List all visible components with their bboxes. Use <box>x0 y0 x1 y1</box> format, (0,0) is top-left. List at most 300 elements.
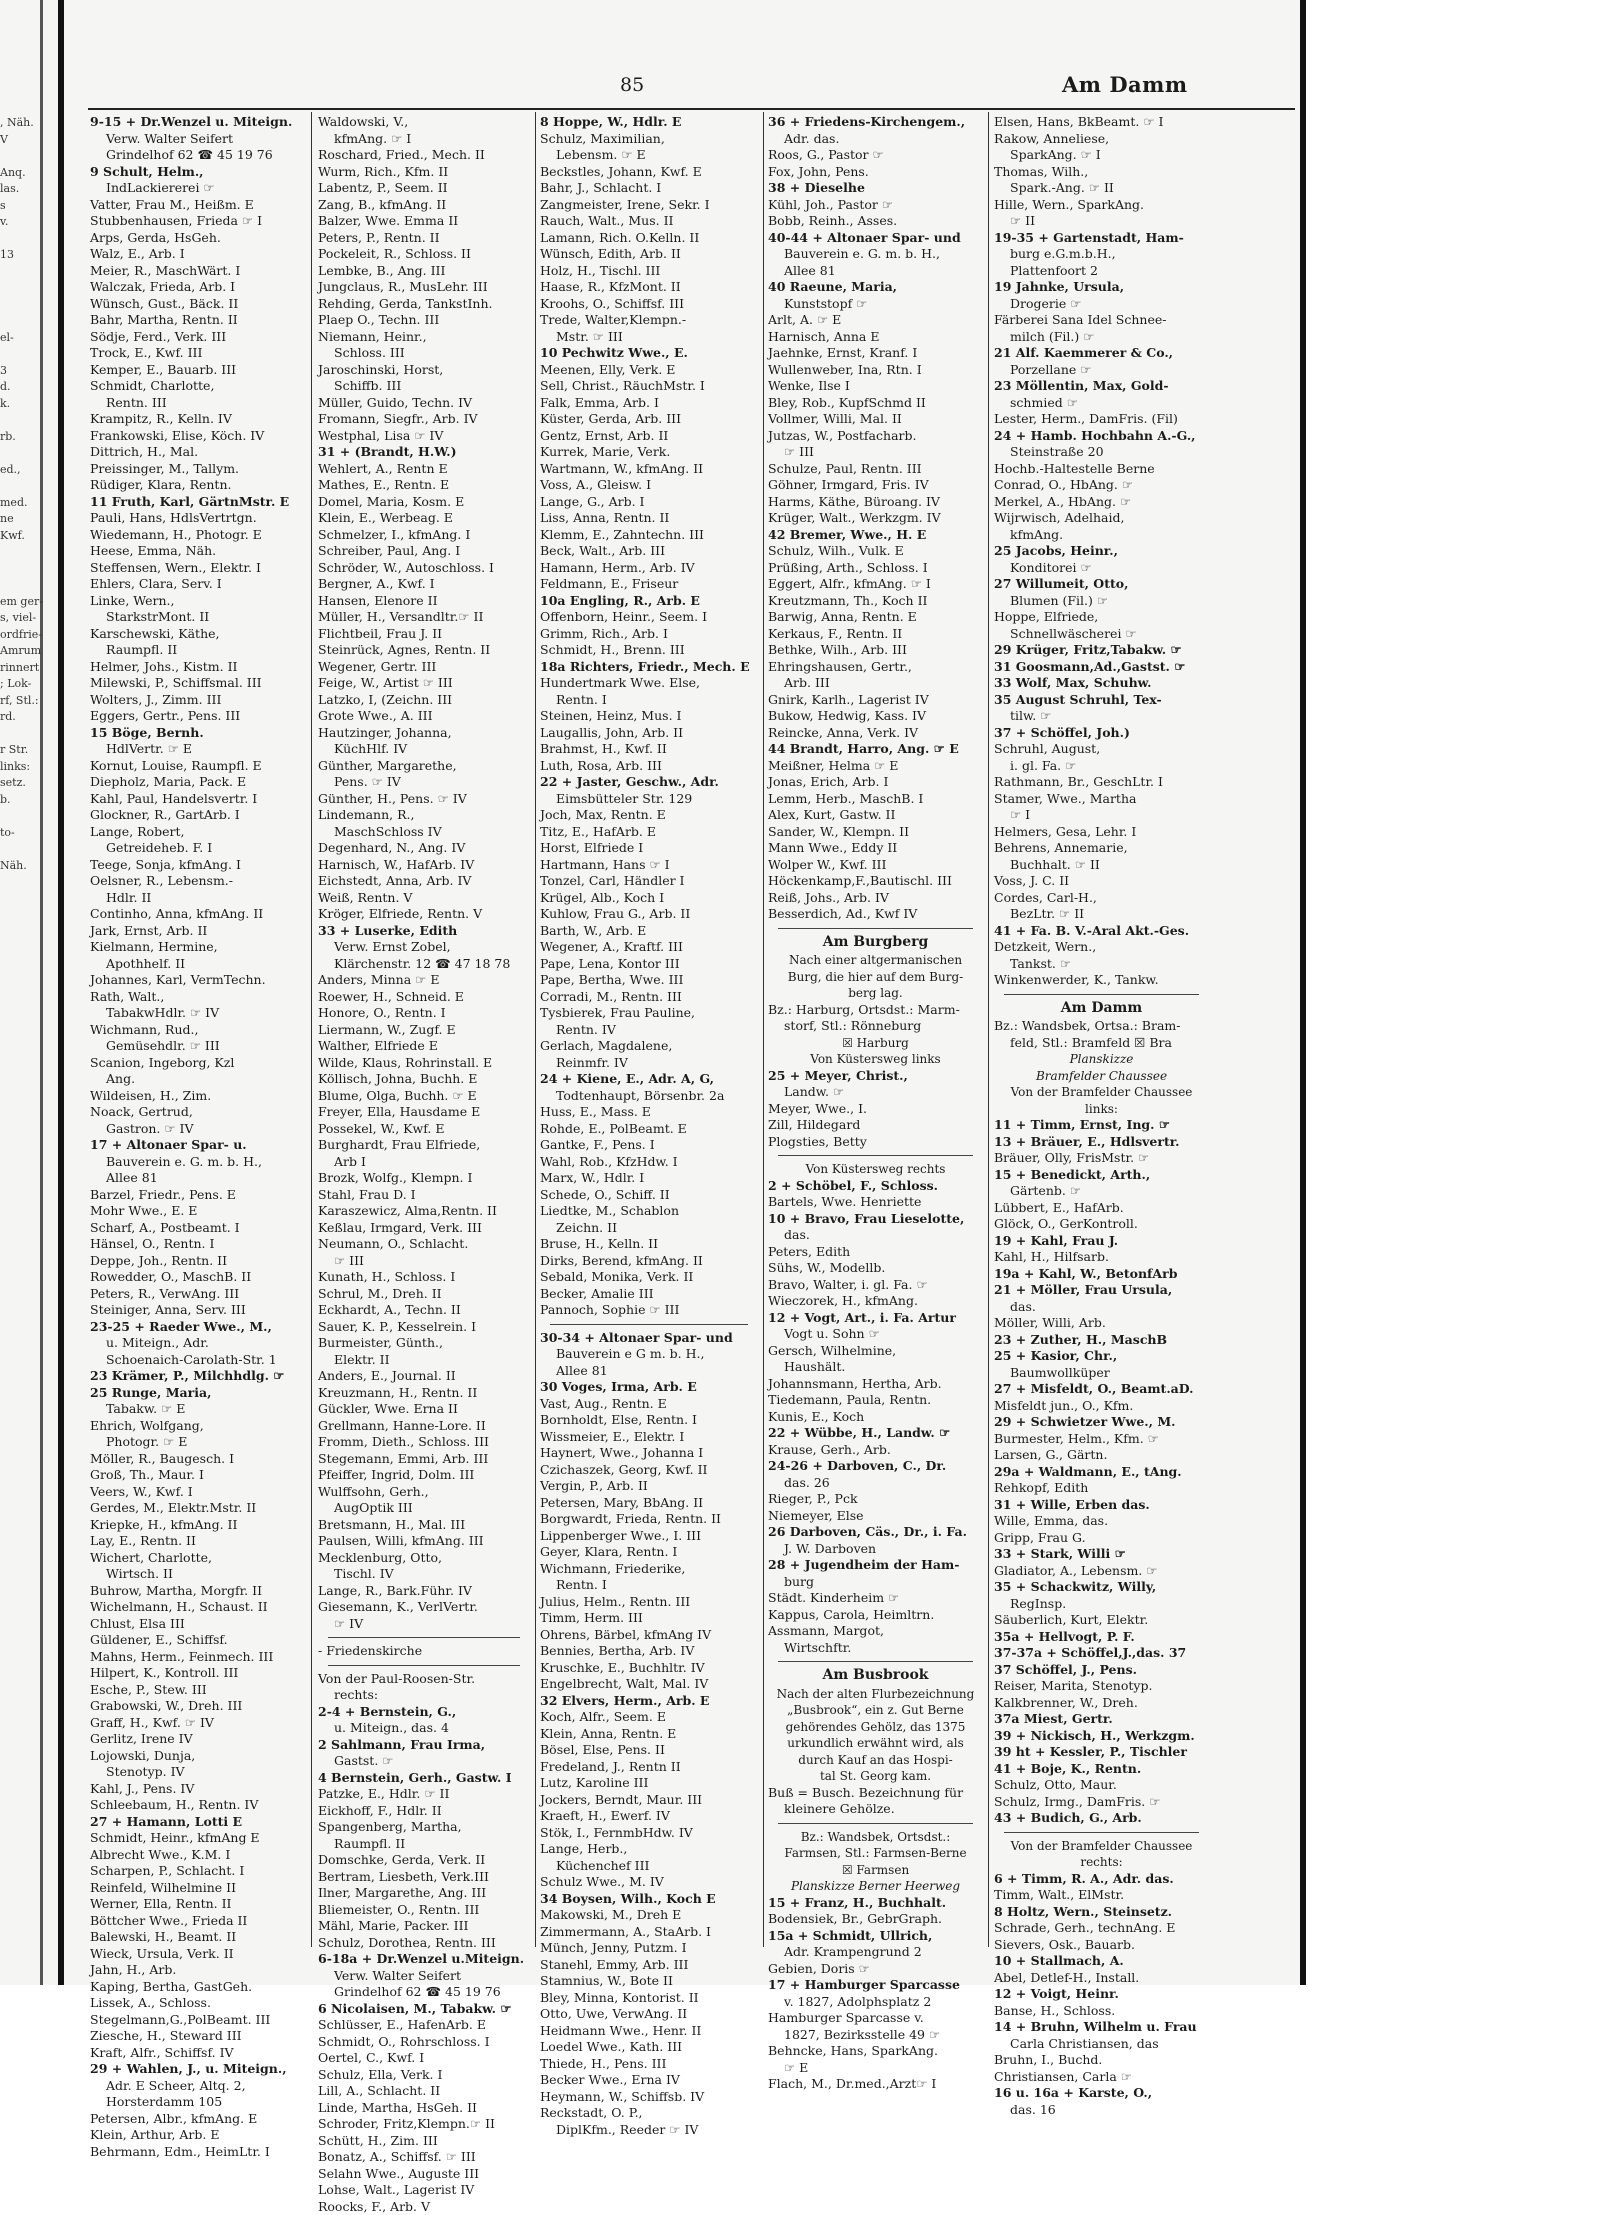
directory-entry: Kielmann, Hermine, <box>90 939 305 956</box>
directory-entry: Schulz Wwe., M. IV <box>540 1874 758 1891</box>
directory-entry: Meenen, Elly, Verk. E <box>540 362 758 379</box>
directory-entry: Hille, Wern., SparkAng. <box>994 197 1209 214</box>
directory-entry: 27 + Hamann, Lotti E <box>90 1814 305 1831</box>
prev-page-fragment: V <box>0 132 56 149</box>
directory-entry: Günther, Margarethe, <box>318 758 530 775</box>
directory-entry: Arb I <box>318 1154 530 1171</box>
directory-entry: Hoppe, Elfriede, <box>994 609 1209 626</box>
directory-entry: ☞ E <box>768 2060 983 2077</box>
directory-entry: Zang, B., kfmAng. II <box>318 197 530 214</box>
directory-entry: Grellmann, Hanne-Lore. II <box>318 1418 530 1435</box>
directory-entry: 33 Wolf, Max, Schuhw. <box>994 675 1209 692</box>
directory-entry: 25 Runge, Maria, <box>90 1385 305 1402</box>
directory-entry: Liedtke, M., Schablon <box>540 1203 758 1220</box>
directory-entry: Bartels, Wwe. Henriette <box>768 1194 983 1211</box>
directory-entry: Karaszewicz, Alma,Rentn. II <box>318 1203 530 1220</box>
directory-entry: Heymann, W., Schiffsb. IV <box>540 2089 758 2106</box>
directory-entry: Arps, Gerda, HsGeh. <box>90 230 305 247</box>
directory-entry: Hansen, Elenore II <box>318 593 530 610</box>
directory-entry: Timm, Herm. III <box>540 1610 758 1627</box>
directory-entry: Kunststopf ☞ <box>768 296 983 313</box>
directory-entry: Gemüsehdlr. ☞ III <box>90 1038 305 1055</box>
directory-entry: Loedel Wwe., Kath. III <box>540 2039 758 2056</box>
directory-entry: Merkel, A., HbAng. ☞ <box>994 494 1209 511</box>
prev-page-fragment: ne <box>0 511 56 528</box>
directory-entry: Güldener, E., Schiffsf. <box>90 1632 305 1649</box>
directory-entry: Münch, Jenny, Putzm. I <box>540 1940 758 1957</box>
directory-entry: Arb. III <box>768 675 983 692</box>
directory-entry: Müller, Guido, Techn. IV <box>318 395 530 412</box>
directory-entry: Otto, Uwe, VerwAng. II <box>540 2006 758 2023</box>
street-note: rechts: <box>994 1854 1209 1871</box>
directory-entry: Oelsner, R., Lebensm.- <box>90 873 305 890</box>
directory-entry: Schulz, Irmg., DamFris. ☞ <box>994 1794 1209 1811</box>
directory-entry: Adr. E Scheer, Altq. 2, <box>90 2078 305 2095</box>
directory-entry: Selahn Wwe., Auguste III <box>318 2166 530 2183</box>
directory-entry: Möller, Willi, Arb. <box>994 1315 1209 1332</box>
directory-entry: 8 Hoppe, W., Hdlr. E <box>540 114 758 131</box>
page-header: Am Damm <box>1062 72 1188 97</box>
directory-entry: 1827, Bezirksstelle 49 ☞ <box>768 2027 983 2044</box>
directory-entry: Sühs, W., Modellb. <box>768 1260 983 1277</box>
directory-entry: Mahns, Herm., Feinmech. III <box>90 1649 305 1666</box>
prev-page-fragment <box>0 297 56 314</box>
directory-entry: Verw. Walter Seifert <box>90 131 305 148</box>
directory-entry: Bethke, Wilh., Arb. III <box>768 642 983 659</box>
directory-entry: v. 1827, Adolphsplatz 2 <box>768 1994 983 2011</box>
directory-entry: Schulze, Paul, Rentn. III <box>768 461 983 478</box>
directory-entry: 37a Miest, Gertr. <box>994 1711 1209 1728</box>
directory-entry: Freyer, Ella, Hausdame E <box>318 1104 530 1121</box>
directory-entry: Horst, Elfriede I <box>540 840 758 857</box>
directory-entry: Schulz, Maximilian, <box>540 131 758 148</box>
prev-page-fragment: rb. <box>0 429 56 446</box>
directory-entry: Wildeisen, H., Zim. <box>90 1088 305 1105</box>
directory-entry: Veers, W., Kwf. I <box>90 1484 305 1501</box>
column-4 <box>768 114 983 2093</box>
column-1 <box>90 114 305 2160</box>
directory-entry: Gantke, F., Pens. I <box>540 1137 758 1154</box>
directory-entry: Bley, Rob., KupfSchmd II <box>768 395 983 412</box>
directory-entry: 29 + Schwietzer Wwe., M. <box>994 1414 1209 1431</box>
column-2 <box>318 114 530 2215</box>
directory-entry: Lebensm. ☞ E <box>540 147 758 164</box>
directory-entry: Hundertmark Wwe. Else, <box>540 675 758 692</box>
directory-entry: Schrade, Gerh., technAng. E <box>994 1920 1209 1937</box>
directory-entry: Rath, Walt., <box>90 989 305 1006</box>
prev-page-fragment: k. <box>0 396 56 413</box>
directory-entry: Possekel, W., Kwf. E <box>318 1121 530 1138</box>
directory-entry: Wieck, Ursula, Verk. II <box>90 1946 305 1963</box>
directory-entry: Steiniger, Anna, Serv. III <box>90 1302 305 1319</box>
directory-entry: Lill, A., Schlacht. II <box>318 2083 530 2100</box>
directory-entry: Thiede, H., Pens. III <box>540 2056 758 2073</box>
directory-entry: 21 + Möller, Frau Ursula, <box>994 1282 1209 1299</box>
directory-entry: Plogsties, Betty <box>768 1134 983 1151</box>
directory-entry: Schulz, Ella, Verk. I <box>318 2067 530 2084</box>
directory-entry: Reinmfr. IV <box>540 1055 758 1072</box>
directory-entry: 11 Fruth, Karl, GärtnMstr. E <box>90 494 305 511</box>
directory-entry: Jaehnke, Ernst, Kranf. I <box>768 345 983 362</box>
directory-entry: Stenotyp. IV <box>90 1764 305 1781</box>
prev-page-fragment: 3 <box>0 363 56 380</box>
prev-page-fragment: Amrum <box>0 643 56 660</box>
directory-entry: 9 Schult, Helm., <box>90 164 305 181</box>
directory-entry: Petersen, Mary, BbAng. II <box>540 1495 758 1512</box>
directory-entry: Voss, A., Gleisw. I <box>540 477 758 494</box>
directory-entry: Pockeleit, R., Schloss. II <box>318 246 530 263</box>
directory-entry: das. <box>768 1227 983 1244</box>
prev-page-fragment: rd. <box>0 709 56 726</box>
directory-entry: Conrad, O., HbAng. ☞ <box>994 477 1209 494</box>
directory-entry: Gastst. ☞ <box>318 1753 530 1770</box>
directory-entry: Klemm, E., Zahntechn. III <box>540 527 758 544</box>
directory-entry: 39 ht + Kessler, P., Tischler <box>994 1744 1209 1761</box>
directory-entry: 23 Krämer, P., Milchhdlg. ☞ <box>90 1368 305 1385</box>
directory-entry: Feige, W., Artist ☞ III <box>318 675 530 692</box>
directory-entry: Kurrek, Marie, Verk. <box>540 444 758 461</box>
directory-entry: Gebien, Doris ☞ <box>768 1961 983 1978</box>
directory-entry: 29a + Waldmann, E., tAng. <box>994 1464 1209 1481</box>
directory-entry: ☞ III <box>768 444 983 461</box>
directory-entry: Borgwardt, Frieda, Rentn. II <box>540 1511 758 1528</box>
directory-entry: 41 + Fa. B. V.-Aral Akt.-Ges. <box>994 923 1209 940</box>
directory-entry: milch (Fil.) ☞ <box>994 329 1209 346</box>
directory-entry: Rieger, P., Pck <box>768 1491 983 1508</box>
directory-entry: 15 + Benedickt, Arth., <box>994 1167 1209 1184</box>
directory-entry: Barzel, Friedr., Pens. E <box>90 1187 305 1204</box>
directory-entry: HdlVertr. ☞ E <box>90 741 305 758</box>
directory-entry: Wilde, Klaus, Rohrinstall. E <box>318 1055 530 1072</box>
directory-entry: Scharpen, P., Schlacht. I <box>90 1863 305 1880</box>
directory-entry: Schulz, Otto, Maur. <box>994 1777 1209 1794</box>
directory-entry: 37 + Schöffel, Joh.) <box>994 725 1209 742</box>
directory-entry: Fredeland, J., Rentn II <box>540 1759 758 1776</box>
directory-entry: Paulsen, Willi, kfmAng. III <box>318 1533 530 1550</box>
directory-entry: Bertram, Liesbeth, Verk.III <box>318 1869 530 1886</box>
directory-entry: Wirtschftr. <box>768 1640 983 1657</box>
directory-entry: Stanehl, Emmy, Arb. III <box>540 1957 758 1974</box>
directory-entry: Photogr. ☞ E <box>90 1434 305 1451</box>
directory-entry: Helmers, Gesa, Lehr. I <box>994 824 1209 841</box>
directory-entry: Gentz, Ernst, Arb. II <box>540 428 758 445</box>
directory-entry: Meißner, Helma ☞ E <box>768 758 983 775</box>
directory-entry: Ehlers, Clara, Serv. I <box>90 576 305 593</box>
section-separator <box>550 1324 748 1325</box>
directory-entry: Höckenkamp,F.,Bautischl. III <box>768 873 983 890</box>
directory-entry: Blume, Olga, Buchh. ☞ E <box>318 1088 530 1105</box>
directory-entry: Makowski, M., Dreh E <box>540 1907 758 1924</box>
prev-page-fragment <box>0 808 56 825</box>
directory-entry: 41 + Boje, K., Rentn. <box>994 1761 1209 1778</box>
directory-entry: Johannes, Karl, VermTechn. <box>90 972 305 989</box>
directory-entry: Wurm, Rich., Kfm. II <box>318 164 530 181</box>
directory-entry: Labentz, P., Seem. II <box>318 180 530 197</box>
directory-entry: Horsterdamm 105 <box>90 2094 305 2111</box>
directory-entry: Carla Christiansen, das <box>994 2036 1209 2053</box>
directory-entry: Von der Paul-Roosen-Str. <box>318 1671 530 1688</box>
directory-entry: Wirtsch. II <box>90 1566 305 1583</box>
directory-entry: AugOptik III <box>318 1500 530 1517</box>
street-heading: Am Damm <box>994 1000 1209 1017</box>
directory-entry: 11 + Timm, Ernst, Ing. ☞ <box>994 1117 1209 1134</box>
directory-entry: 29 Krüger, Fritz,Tabakw. ☞ <box>994 642 1209 659</box>
directory-entry: Grote Wwe., A. III <box>318 708 530 725</box>
directory-entry: i. gl. Fa. ☞ <box>994 758 1209 775</box>
header-rule <box>88 108 1295 110</box>
street-note: Farmsen, Stl.: Farmsen-Berne <box>768 1845 983 1862</box>
directory-entry: Mann Wwe., Eddy II <box>768 840 983 857</box>
directory-entry: Bornholdt, Else, Rentn. I <box>540 1412 758 1429</box>
directory-entry: Porzellane ☞ <box>994 362 1209 379</box>
directory-entry: Kerkaus, F., Rentn. II <box>768 626 983 643</box>
directory-entry: Gerlitz, Irene IV <box>90 1731 305 1748</box>
directory-entry: Wulffsohn, Gerh., <box>318 1484 530 1501</box>
directory-entry: Dittrich, H., Mal. <box>90 444 305 461</box>
directory-entry: Brozk, Wolfg., Klempn. I <box>318 1170 530 1187</box>
directory-entry: Vogt u. Sohn ☞ <box>768 1326 983 1343</box>
directory-entry: Wolters, J., Zimm. III <box>90 692 305 709</box>
directory-entry: Tischl. IV <box>318 1566 530 1583</box>
directory-entry: Wegener, A., Kraftf. III <box>540 939 758 956</box>
section-separator <box>1004 994 1199 995</box>
directory-entry: Adr. das. <box>768 131 983 148</box>
directory-entry: Burghardt, Frau Elfriede, <box>318 1137 530 1154</box>
directory-entry: Lippenberger Wwe., I. III <box>540 1528 758 1545</box>
directory-entry: 21 Alf. Kaemmerer & Co., <box>994 345 1209 362</box>
directory-entry: Ohrens, Bärbel, kfmAng IV <box>540 1627 758 1644</box>
directory-entry: Stegelmann,G.,PolBeamt. III <box>90 2012 305 2029</box>
directory-entry: Bahr, J., Schlacht. I <box>540 180 758 197</box>
directory-entry: 44 Brandt, Harro, Ang. ☞ E <box>768 741 983 758</box>
directory-entry: 8 Holtz, Wern., Steinsetz. <box>994 1904 1209 1921</box>
directory-entry: Bley, Minna, Kontorist. II <box>540 1990 758 2007</box>
directory-entry: Oertel, C., Kwf. I <box>318 2050 530 2067</box>
directory-entry: Kraeft, H., Ewerf. IV <box>540 1808 758 1825</box>
directory-entry: Kahl, Paul, Handelsvertr. I <box>90 791 305 808</box>
directory-entry: Cordes, Carl-H., <box>994 890 1209 907</box>
directory-entry: 2-4 + Bernstein, G., <box>318 1704 530 1721</box>
directory-entry: Lamann, Rich. O.Kelln. II <box>540 230 758 247</box>
directory-entry: Plaep O., Techn. III <box>318 312 530 329</box>
directory-entry: Küchenchef III <box>540 1858 758 1875</box>
directory-entry: 27 Willumeit, Otto, <box>994 576 1209 593</box>
directory-entry: Behrens, Annemarie, <box>994 840 1209 857</box>
directory-entry: Böttcher Wwe., Frieda II <box>90 1913 305 1930</box>
directory-entry: Grindelhof 62 ☎ 45 19 76 <box>90 147 305 164</box>
directory-entry: Glöck, O., GerKontroll. <box>994 1216 1209 1233</box>
directory-entry: Bukow, Hedwig, Kass. IV <box>768 708 983 725</box>
directory-entry: Elsen, Hans, BkBeamt. ☞ I <box>994 114 1209 131</box>
directory-entry: 23 Möllentin, Max, Gold- <box>994 378 1209 395</box>
directory-entry: Tiedemann, Paula, Rentn. <box>768 1392 983 1409</box>
directory-entry: Heidmann Wwe., Henr. II <box>540 2023 758 2040</box>
directory-entry: SparkAng. ☞ I <box>994 147 1209 164</box>
directory-entry: Milewski, P., Schiffsmal. III <box>90 675 305 692</box>
directory-entry: Lissek, A., Schloss. <box>90 1995 305 2012</box>
directory-entry: Hochb.-Haltestelle Berne <box>994 461 1209 478</box>
directory-entry: Krügel, Alb., Koch I <box>540 890 758 907</box>
prev-page-fragment <box>0 544 56 561</box>
directory-entry: Kreutzmann, Th., Koch II <box>768 593 983 610</box>
directory-entry: 10 + Stallmach, A. <box>994 1953 1209 1970</box>
directory-entry: Wünsch, Gust., Bäck. II <box>90 296 305 313</box>
street-note: ☒ Harburg <box>768 1035 983 1052</box>
directory-entry: Schmidt, H., Brenn. III <box>540 642 758 659</box>
directory-entry: Kaping, Bertha, GastGeh. <box>90 1979 305 1996</box>
prev-page-fragment <box>0 478 56 495</box>
directory-entry: 19 + Kahl, Frau J. <box>994 1233 1209 1250</box>
directory-entry: Säuberlich, Kurt, Elektr. <box>994 1612 1209 1629</box>
column-5 <box>994 114 1209 2118</box>
prev-page-fragment: d. <box>0 379 56 396</box>
prev-page-fragment: las. <box>0 181 56 198</box>
directory-entry: Lojowski, Dunja, <box>90 1748 305 1765</box>
prev-page-fragment: ; Lok- <box>0 676 56 693</box>
directory-entry: Gerdes, M., Elektr.Mstr. II <box>90 1500 305 1517</box>
directory-entry: Schoenaich-Carolath-Str. 1 <box>90 1352 305 1369</box>
directory-entry: Lübbert, E., HafArb. <box>994 1200 1209 1217</box>
directory-entry: 33 + Stark, Willi ☞ <box>994 1546 1209 1563</box>
directory-entry: das. 16 <box>994 2102 1209 2119</box>
directory-entry: Wolper W., Kwf. III <box>768 857 983 874</box>
directory-entry: Haushält. <box>768 1359 983 1376</box>
directory-entry: Roewer, H., Schneid. E <box>318 989 530 1006</box>
directory-entry: Lemm, Herb., MaschB. I <box>768 791 983 808</box>
directory-entry: Scanion, Ingeborg, Kzl <box>90 1055 305 1072</box>
directory-entry: Becker, Amalie III <box>540 1286 758 1303</box>
directory-entry: Peters, P., Rentn. II <box>318 230 530 247</box>
column-divider <box>311 112 312 1947</box>
directory-entry: Jungclaus, R., MusLehr. III <box>318 279 530 296</box>
section-separator <box>328 1637 520 1638</box>
directory-entry: Blumen (Fil.) ☞ <box>994 593 1209 610</box>
directory-entry: rechts: <box>318 1687 530 1704</box>
directory-entry: Corradi, M., Rentn. III <box>540 989 758 1006</box>
directory-entry: Hilpert, K., Kontroll. III <box>90 1665 305 1682</box>
directory-entry: Eckhardt, A., Techn. II <box>318 1302 530 1319</box>
directory-entry: Zangmeister, Irene, Sekr. I <box>540 197 758 214</box>
directory-entry: Wehlert, A., Rentn E <box>318 461 530 478</box>
directory-entry: Wichelmann, H., Schaust. II <box>90 1599 305 1616</box>
directory-entry: Fromm, Dieth., Schloss. III <box>318 1434 530 1451</box>
directory-entry: Meier, R., MaschWärt. I <box>90 263 305 280</box>
directory-entry: Krause, Gerh., Arb. <box>768 1442 983 1459</box>
directory-entry: Göhner, Irmgard, Fris. IV <box>768 477 983 494</box>
directory-entry: Voss, J. C. II <box>994 873 1209 890</box>
directory-entry: Wissmeier, E., Elektr. I <box>540 1429 758 1446</box>
directory-entry: Södje, Ferd., Verk. III <box>90 329 305 346</box>
directory-entry: Hartmann, Hans ☞ I <box>540 857 758 874</box>
directory-entry: Bauverein e. G. m. b. H., <box>90 1154 305 1171</box>
directory-entry: Diepholz, Maria, Pack. E <box>90 774 305 791</box>
directory-entry: Feldmann, E., Friseur <box>540 576 758 593</box>
directory-entry: Noack, Gertrud, <box>90 1104 305 1121</box>
directory-entry: Adr. Krampengrund 2 <box>768 1944 983 1961</box>
street-note: Von der Bramfelder Chaussee <box>994 1084 1209 1101</box>
directory-entry: 27 + Misfeldt, O., Beamt.aD. <box>994 1381 1209 1398</box>
directory-entry: Glockner, R., GartArb. I <box>90 807 305 824</box>
directory-entry: tilw. ☞ <box>994 708 1209 725</box>
street-note: Planskizze Berner Heerweg <box>768 1878 983 1895</box>
directory-entry: Titz, E., HafArb. E <box>540 824 758 841</box>
directory-entry: Eichstedt, Anna, Arb. IV <box>318 873 530 890</box>
directory-entry: 23-25 + Raeder Wwe., M., <box>90 1319 305 1336</box>
directory-entry: ☞ I <box>994 807 1209 824</box>
directory-entry: Jaroschinski, Horst, <box>318 362 530 379</box>
directory-entry: 43 + Budich, G., Arb. <box>994 1810 1209 1827</box>
street-note: gehörendes Gehölz, das 1375 <box>768 1719 983 1736</box>
directory-entry: Zill, Hildegard <box>768 1117 983 1134</box>
prev-page-fragment <box>0 577 56 594</box>
directory-entry: 2 + Schöbel, F., Schloss. <box>768 1178 983 1195</box>
directory-entry: Neumann, O., Schlacht. <box>318 1236 530 1253</box>
prev-page-fragment: 13 <box>0 247 56 264</box>
directory-entry: BezLtr. ☞ II <box>994 906 1209 923</box>
directory-entry: Degenhard, N., Ang. IV <box>318 840 530 857</box>
directory-entry: Assmann, Margot, <box>768 1623 983 1640</box>
section-separator <box>328 1665 520 1666</box>
directory-entry: Meyer, Wwe., I. <box>768 1101 983 1118</box>
directory-entry: Pens. ☞ IV <box>318 774 530 791</box>
directory-entry: Holz, H., Tischl. III <box>540 263 758 280</box>
directory-entry: 19 Jahnke, Ursula, <box>994 279 1209 296</box>
directory-entry: Flach, M., Dr.med.,Arzt☞ I <box>768 2076 983 2093</box>
directory-entry: 24 + Hamb. Hochbahn A.-G., <box>994 428 1209 445</box>
directory-entry: Marx, W., Hdlr. I <box>540 1170 758 1187</box>
street-note: Nach einer altgermanischen <box>768 952 983 969</box>
directory-entry: Rohde, E., PolBeamt. E <box>540 1121 758 1138</box>
prev-page-fragment: el- <box>0 330 56 347</box>
directory-entry: Stamnius, W., Bote II <box>540 1973 758 1990</box>
directory-entry: Schruhl, August, <box>994 741 1209 758</box>
directory-entry: Abel, Detlef-H., Install. <box>994 1970 1209 1987</box>
directory-entry: Linke, Wern., <box>90 593 305 610</box>
directory-entry: Stahl, Frau D. I <box>318 1187 530 1204</box>
directory-entry: Schiffb. III <box>318 378 530 395</box>
directory-entry: Bobb, Reinh., Asses. <box>768 213 983 230</box>
directory-entry: Gnirk, Karlh., Lagerist IV <box>768 692 983 709</box>
directory-entry: Krüger, Walt., Werkzgm. IV <box>768 510 983 527</box>
directory-entry: 25 + Kasior, Chr., <box>994 1348 1209 1365</box>
street-note: Von Küstersweg links <box>768 1051 983 1068</box>
directory-entry: Steinen, Heinz, Mus. I <box>540 708 758 725</box>
directory-entry: 23 + Zuther, H., MaschB <box>994 1332 1209 1349</box>
directory-entry: 6 Nicolaisen, M., Tabakw. ☞ <box>318 2001 530 2018</box>
directory-entry: Wahl, Rob., KfzHdw. I <box>540 1154 758 1171</box>
directory-entry: 9-15 + Dr.Wenzel u. Miteign. <box>90 114 305 131</box>
directory-entry: 37 Schöffel, J., Pens. <box>994 1662 1209 1679</box>
directory-entry: Patzke, E., Hdlr. ☞ II <box>318 1786 530 1803</box>
directory-entry: Steinstraße 20 <box>994 444 1209 461</box>
directory-entry: Baumwollküper <box>994 1365 1209 1382</box>
directory-entry: Schröder, W., Autoschloss. I <box>318 560 530 577</box>
directory-entry: Dirks, Berend, kfmAng. II <box>540 1253 758 1270</box>
directory-entry: Bösel, Else, Pens. II <box>540 1742 758 1759</box>
directory-entry: Tankst. ☞ <box>994 956 1209 973</box>
directory-entry: Jonas, Erich, Arb. I <box>768 774 983 791</box>
section-separator <box>778 1155 973 1156</box>
directory-entry: Werner, Ella, Rentn. II <box>90 1896 305 1913</box>
directory-entry: Lange, Herb., <box>540 1841 758 1858</box>
directory-entry: Anders, E., Journal. II <box>318 1368 530 1385</box>
prev-page-fragment: ed., <box>0 462 56 479</box>
directory-entry: Domschke, Gerda, Verk. II <box>318 1852 530 1869</box>
directory-entry: TabakwHdlr. ☞ IV <box>90 1005 305 1022</box>
directory-entry: Balzer, Wwe. Emma II <box>318 213 530 230</box>
directory-entry: IndLackiererei ☞ <box>90 180 305 197</box>
directory-entry: Engelbrecht, Walt, Mal. IV <box>540 1676 758 1693</box>
